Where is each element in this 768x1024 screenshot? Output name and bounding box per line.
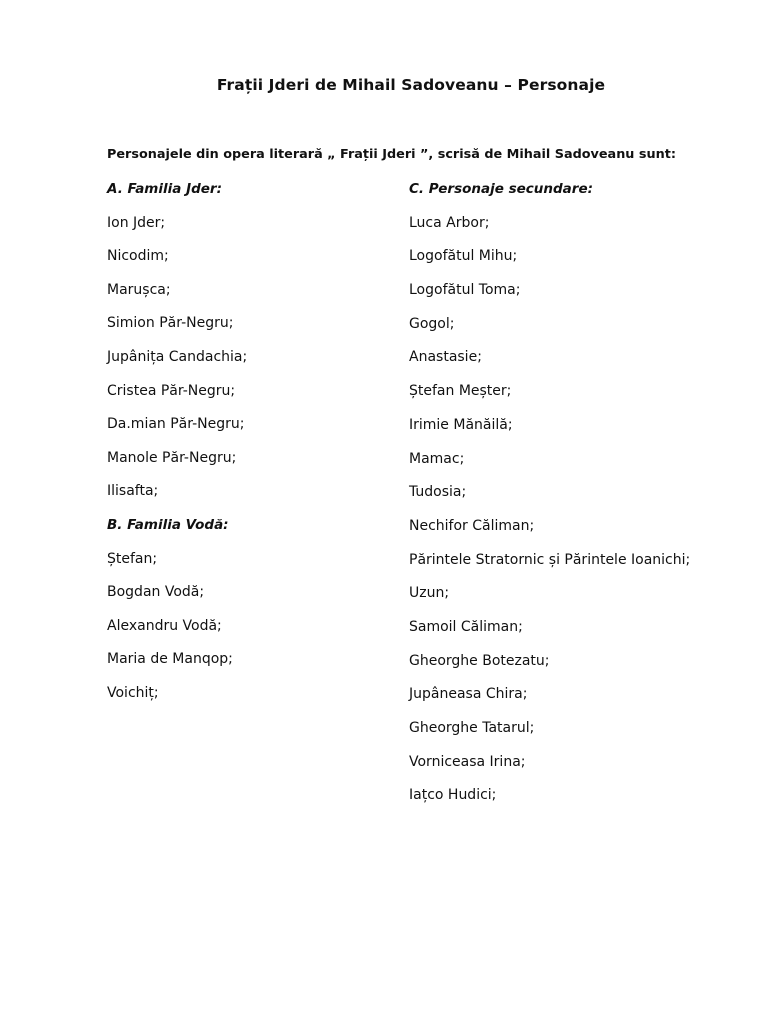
list-item: Nechifor Căliman; <box>409 517 535 534</box>
list-item: Ion Jder; <box>107 214 166 231</box>
list-item: Mamac; <box>409 450 465 467</box>
section-heading-personaje-secundare: C. Personaje secundare: <box>409 181 593 197</box>
list-item: Nicodim; <box>107 248 169 265</box>
list-item: Ștefan Meșter; <box>409 383 512 400</box>
list-item: Gheorghe Tatarul; <box>409 720 535 736</box>
section-heading-familia-jder: A. Familia Jder: <box>107 181 222 197</box>
list-item: Marușca; <box>107 281 171 298</box>
list-item: Cristea Păr-Negru; <box>107 382 236 399</box>
list-item: Alexandru Vodă; <box>107 617 222 634</box>
list-item: Bogdan Vodă; <box>107 584 205 601</box>
document-title: Frații Jderi de Mihail Sadoveanu – Personaje <box>216 76 606 94</box>
list-item: Simion Păr-Negru; <box>107 315 234 332</box>
list-item: Ștefan; <box>107 550 158 567</box>
list-item: Uzun; <box>409 585 450 602</box>
list-item: Părintele Stratornic și Părintele Ioanichi; <box>409 551 691 568</box>
list-item: Anastasie; <box>409 349 482 366</box>
list-item: Ilisafta; <box>107 483 159 500</box>
list-item: Gheorghe Botezatu; <box>409 652 550 669</box>
list-item: Jupânița Candachia; <box>107 348 248 365</box>
list-item: Gogol; <box>409 315 455 332</box>
list-item: Manole Păr-Negru; <box>107 449 237 466</box>
list-item: Jupâneasa Chira; <box>409 686 528 703</box>
section-heading-familia-voda: B. Familia Vodă: <box>107 516 229 533</box>
list-item: Iațco Hudici; <box>409 787 497 804</box>
list-item: Samoil Căliman; <box>409 618 523 635</box>
list-item: Da.mian Păr-Negru; <box>107 416 245 433</box>
list-item: Logofătul Toma; <box>409 282 521 299</box>
list-item: Irimie Mănăilă; <box>409 416 513 433</box>
list-item: Voichiț; <box>107 684 159 701</box>
list-item: Tudosia; <box>409 484 467 501</box>
list-item: Logofătul Mihu; <box>409 248 518 265</box>
list-item: Maria de Manqop; <box>107 651 233 668</box>
list-item: Luca Arbor; <box>409 214 490 231</box>
left-column <box>107 177 247 715</box>
list-item: Vorniceasa Irina; <box>409 753 526 770</box>
intro-sentence: Personajele din opera literară „ Frații Jderi ”, scrisă de Mihail Sadoveanu sunt: <box>107 147 676 162</box>
right-column <box>409 177 690 817</box>
